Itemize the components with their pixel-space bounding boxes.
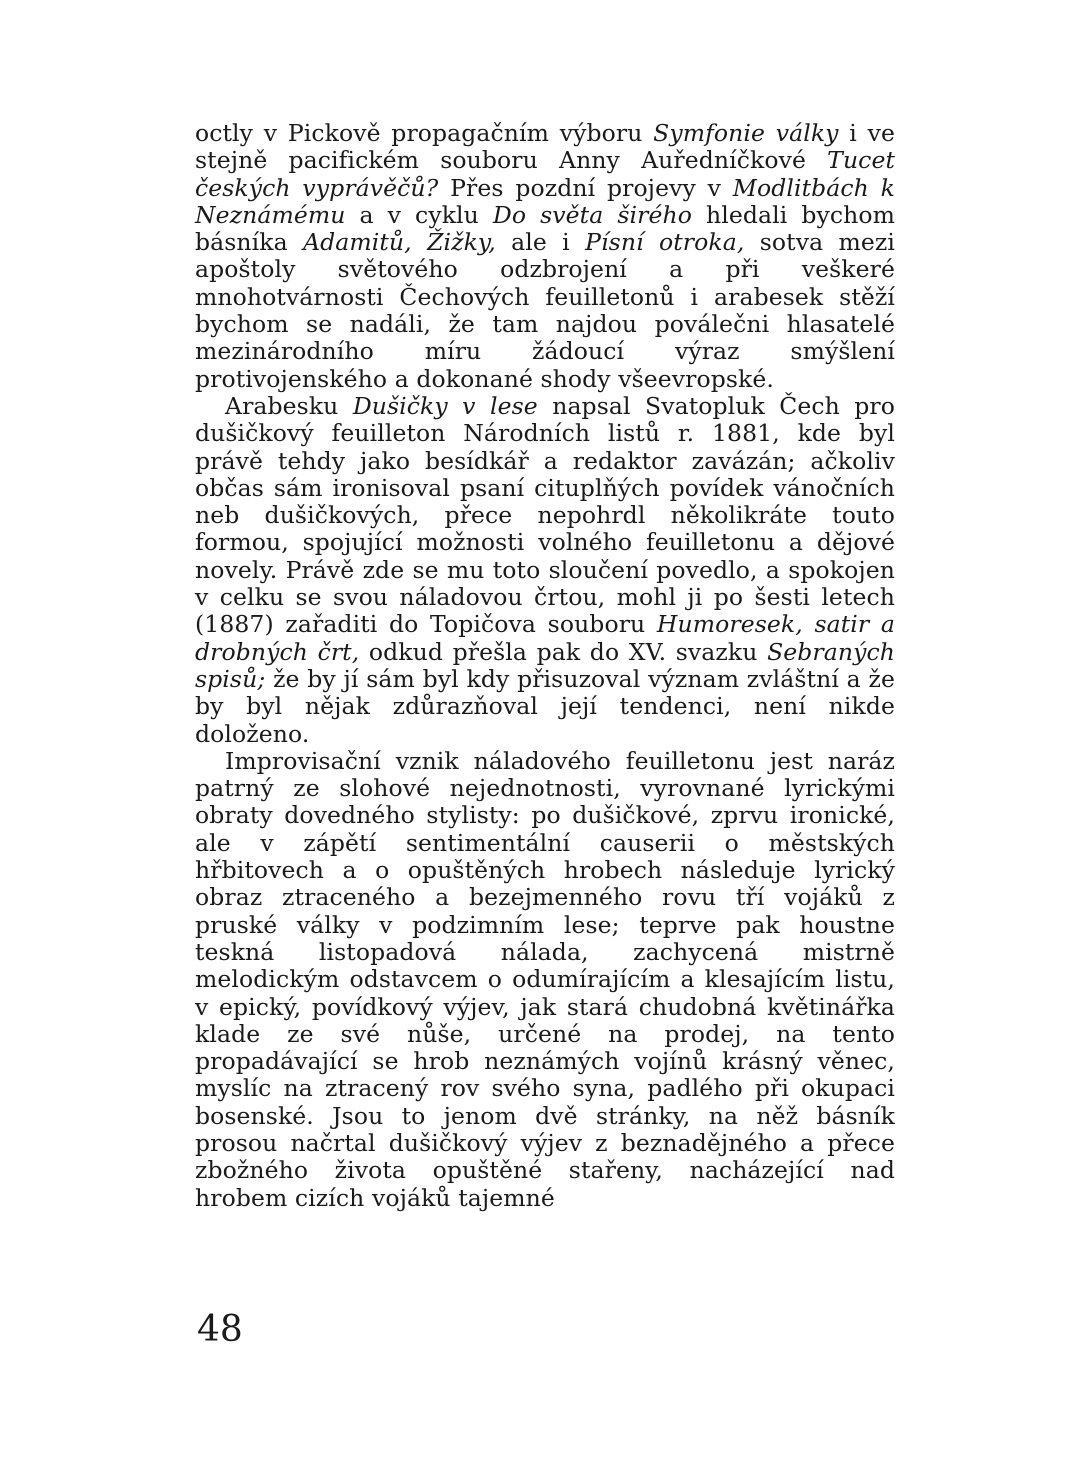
text-run: ale i bbox=[495, 228, 586, 257]
italic-title-text: Písní otroka, bbox=[585, 228, 745, 257]
text-run: sotva mezi apoštoly světového odzbrojení a při veškeré mnohotvárnosti Čechových feuilletonů i arabesek stěží bychom se nadáli, že tam najdou poválečni hlasatelé mezinárodního míru žádoucí výraz smýšlení protivojenského a dokonané shody všeevropské. bbox=[195, 228, 895, 393]
text-run: i ve stejně pacifickém souboru Anny Auředníčkové bbox=[195, 119, 895, 175]
italic-title-text: Adamitů, Žižky, bbox=[303, 228, 496, 257]
italic-title-text: Humoresek, satir a drobných črt, bbox=[195, 610, 895, 666]
text-run: Přes pozdní projevy v bbox=[438, 173, 733, 202]
italic-title-text: Dušičky v lese bbox=[352, 391, 538, 420]
paragraph bbox=[195, 120, 895, 393]
italic-title-text: Modlitbách k Neznámému bbox=[195, 173, 895, 229]
italic-title-text: Symfonie války bbox=[653, 119, 839, 147]
text-run: že by jí sám byl kdy přisuzoval význam zvláštní a že by byl nějak zdůrazňoval její tendenci, není nikde doloženo. bbox=[195, 664, 895, 748]
book-page bbox=[195, 120, 895, 1360]
text-run: odkud přešla pak do XV. svazku bbox=[359, 637, 768, 666]
italic-title-text: Sebraných spisů; bbox=[195, 637, 895, 693]
body-text bbox=[195, 120, 895, 1212]
text-run: octly v Pickově propagačním výboru bbox=[195, 119, 654, 147]
paragraph bbox=[195, 748, 895, 1212]
page-number: 48 bbox=[197, 1309, 243, 1350]
text-run: hledali bychom básníka bbox=[195, 200, 895, 257]
text-run: Arabesku bbox=[225, 391, 353, 420]
text-run: Improvisační vznik náladového feuilletonu jest naráz patrný ze slohové nejednotnosti, vyrovnané lyrickými obraty dovedného stylisty: po dušičkové, zprvu ironické, ale v zápětí sentimentální causerii o městských hřbitovech a o opuštěných hrobech následuje lyrický obraz ztraceného a bezejmenného rovu tří vojáků z pruské války v podzimním lese; teprve pak houstne teskná listopadová nálada, zachycená mistrně melodickým odstavcem o odumírajícím a klesajícím listu, v epický, povídkový výjev, jak stará chudobná květinářka klade ze své nůše, určené na prodej, na tento propadávající se hrob neznámých vojínů krásný věnec, myslíc na ztracený rov svého syna, padlého při okupaci bosenské. Jsou to jenom dvě stránky, na něž básník prosou načrtal dušičkový výjev z beznadějného a přece zbožného života opuštěné stařeny, nacházející nad hrobem cizích vojáků tajemné bbox=[195, 746, 895, 1212]
italic-title-text: Tucet českých vyprávěčů? bbox=[195, 146, 895, 202]
paragraph bbox=[195, 393, 895, 748]
text-run: napsal Svatopluk Čech pro dušičkový feuilleton Národních listů r. 1881, kde byl právě tehdy jako besídkář a redaktor zavázán; ačkoliv občas sám ironisoval psaní cituplňých povídek vánočních neb dušičkových, přece nepohrdl několikráte touto formou, spojující možnosti volného feuilletonu a dějové novely. Právě zde se mu toto sloučení povedlo, a spokojen v celku se svou náladovou črtou, mohl ji po šesti letech (1887) zařaditi do Topičova souboru bbox=[195, 391, 895, 639]
text-run: a v cyklu bbox=[345, 200, 493, 229]
italic-title-text: Do světa širého bbox=[492, 200, 692, 229]
